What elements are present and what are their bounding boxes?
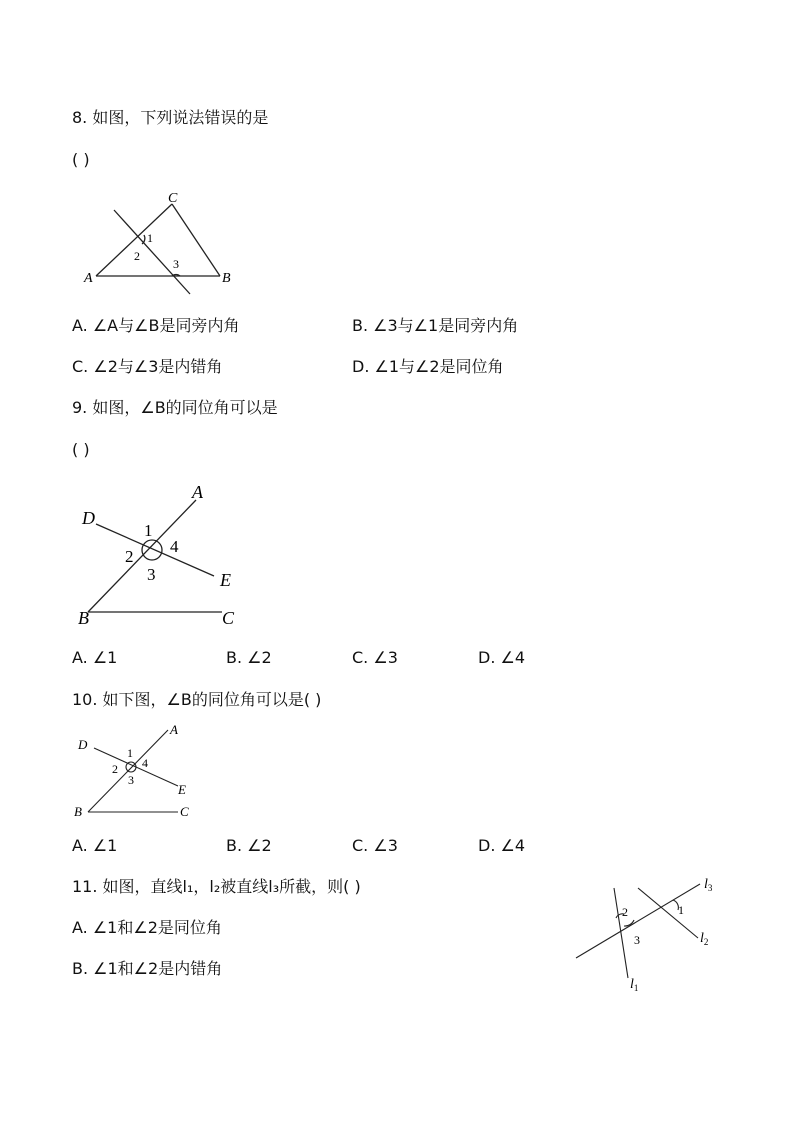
q10-label-a: A — [170, 722, 178, 737]
q11-option-b[interactable]: B. ∠1和∠2是内错角 — [72, 959, 223, 978]
q9-angle-circle — [142, 540, 162, 560]
q10-figure — [72, 722, 212, 822]
q9-angle-1: 1 — [144, 521, 153, 540]
q9-angle-2: 2 — [125, 547, 134, 566]
q8-angle-1: 1 — [147, 231, 153, 245]
q11-label-l2: $l_2$ — [700, 931, 709, 947]
q10-option-b[interactable]: B. ∠2 — [226, 836, 272, 855]
q8-option-b[interactable]: B. ∠3与∠1是同旁内角 — [352, 316, 519, 335]
q9-line-ba — [88, 500, 196, 612]
q11-line-l2 — [638, 888, 698, 938]
q8-answer-paren: ( ) — [72, 150, 90, 169]
q11-stem: 11. 如图，直线l₁，l₂被直线l₃所截，则( ) — [72, 877, 361, 896]
q8-line-cb — [172, 204, 220, 276]
q9-label-b: B — [78, 608, 89, 628]
q8-option-a[interactable]: A. ∠A与∠B是同旁内角 — [72, 316, 240, 335]
q9-label-c: C — [222, 608, 235, 628]
q9-label-e: E — [220, 570, 231, 590]
q8-angle-3: 3 — [173, 257, 179, 271]
q8-option-c[interactable]: C. ∠2与∠3是内错角 — [72, 357, 223, 376]
q8-figure — [82, 190, 252, 290]
q9-option-b[interactable]: B. ∠2 — [226, 648, 272, 667]
q8-label-a: A — [84, 271, 93, 286]
q8-line-ac — [96, 204, 172, 276]
q10-option-a[interactable]: A. ∠1 — [72, 836, 118, 855]
q11-angle-1: 1 — [678, 903, 684, 917]
q10-option-d[interactable]: D. ∠4 — [478, 836, 526, 855]
q10-angle-1: 1 — [127, 746, 133, 760]
q10-angle-circle — [126, 762, 136, 772]
q8-angle-arc-1 — [142, 235, 145, 244]
q8-stem: 8. 如图，下列说法错误的是 — [72, 108, 269, 127]
q10-angle-2: 2 — [112, 762, 118, 776]
q8-angle-2: 2 — [134, 249, 140, 263]
q9-option-a[interactable]: A. ∠1 — [72, 648, 118, 667]
q9-option-c[interactable]: C. ∠3 — [352, 648, 398, 667]
q9-angle-3: 3 — [147, 565, 156, 584]
q10-label-c: C — [180, 804, 189, 819]
q11-label-l1: $l_1$ — [630, 977, 639, 993]
q9-option-d[interactable]: D. ∠4 — [478, 648, 526, 667]
q10-angle-3: 3 — [128, 773, 134, 787]
q10-angle-4: 4 — [142, 756, 148, 770]
q10-option-c[interactable]: C. ∠3 — [352, 836, 398, 855]
q11-angle-arc-3 — [624, 920, 634, 926]
q8-label-b: B — [222, 271, 231, 286]
q9-angle-4: 4 — [170, 537, 179, 556]
q11-line-l1 — [614, 888, 628, 978]
q9-label-a: A — [192, 482, 203, 502]
q10-label-e: E — [178, 782, 186, 797]
q11-figure — [572, 874, 732, 994]
q11-label-l3: $l_3$ — [704, 877, 713, 893]
q10-label-d: D — [78, 737, 88, 752]
q8-label-c: C — [168, 191, 178, 206]
q11-angle-3: 3 — [634, 933, 640, 947]
q8-option-d[interactable]: D. ∠1与∠2是同位角 — [352, 357, 504, 376]
q9-label-d: D — [82, 508, 95, 528]
q10-stem: 10. 如下图，∠B的同位角可以是( ) — [72, 690, 322, 709]
q10-label-b: B — [74, 804, 82, 819]
q9-answer-paren: ( ) — [72, 440, 90, 459]
q9-stem: 9. 如图，∠B的同位角可以是 — [72, 398, 278, 417]
q9-figure — [76, 480, 256, 630]
q11-angle-2: 2 — [622, 905, 628, 919]
q11-option-a[interactable]: A. ∠1和∠2是同位角 — [72, 918, 222, 937]
